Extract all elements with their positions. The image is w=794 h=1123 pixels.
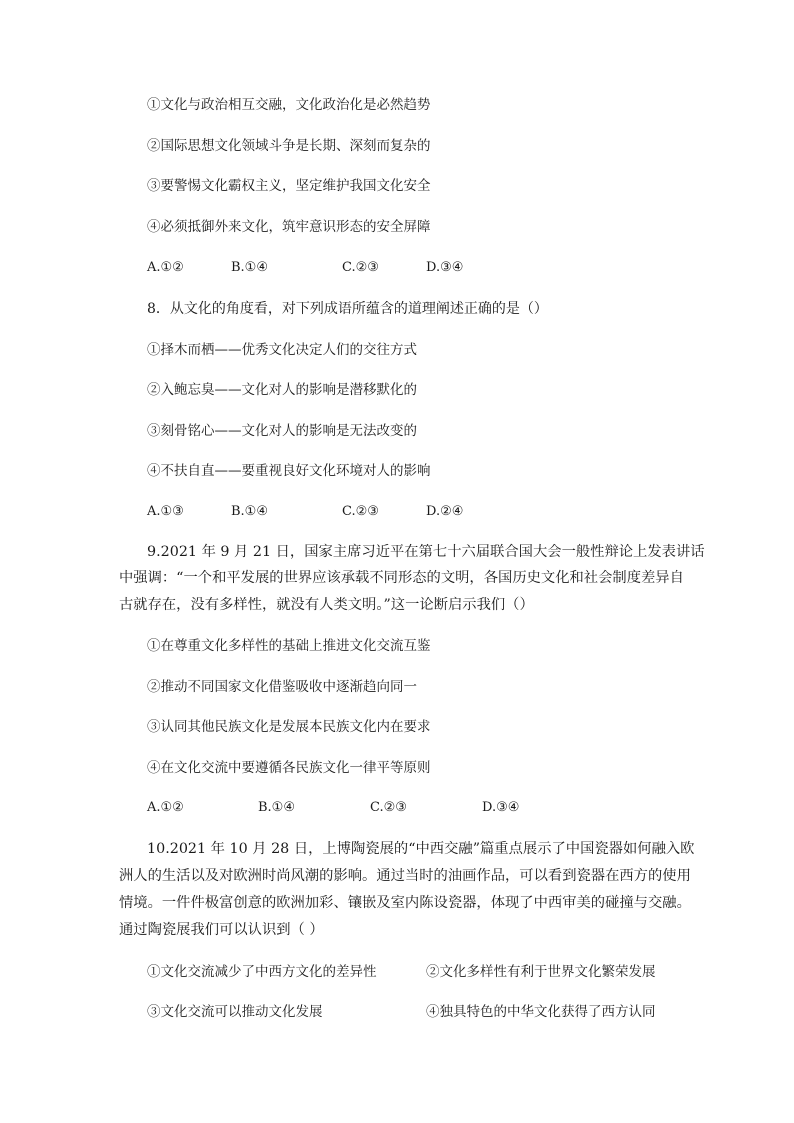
q8-item-3: ③刻骨铭心——文化对人的影响是无法改变的	[147, 423, 417, 439]
q9-choice-a: A.①②	[147, 800, 184, 815]
q9-item-3: ③认同其他民族文化是发展本民族文化内在要求	[147, 719, 431, 735]
q10-stem-line-4: 通过陶瓷展我们可以认识到（ ）	[119, 922, 324, 938]
q9-item-4: ④在文化交流中要遵循各民族文化一律平等原则	[147, 760, 431, 776]
q9-choice-d: D.③④	[482, 800, 520, 815]
q9-stem-line-3: 古就存在，没有多样性，就没有人类文明。”这一论断启示我们（）	[119, 597, 534, 613]
q9-choice-b: B.①④	[258, 800, 295, 815]
q7-choice-c: C.②③	[342, 260, 379, 275]
q9-item-1: ①在尊重文化多样性的基础上推进文化交流互鉴	[147, 638, 431, 654]
q9-choice-c: C.②③	[370, 800, 407, 815]
q10-item-1: ①文化交流减少了中西方文化的差异性	[147, 964, 377, 980]
q7-choice-a: A.①②	[147, 260, 184, 275]
q7-item-4: ④必须抵御外来文化，筑牢意识形态的安全屏障	[147, 219, 431, 235]
q10-stem-line-1: 10.2021 年 10 月 28 日，上博陶瓷展的“中西交融”篇重点展示了中国瓷器如何融入欧	[147, 841, 695, 857]
q7-item-2: ②国际思想文化领域斗争是长期、深刻而复杂的	[147, 138, 431, 154]
q7-choice-d: D.③④	[426, 260, 464, 275]
q9-item-2: ②推动不同国家文化借鉴吸收中逐渐趋向同一	[147, 679, 417, 695]
q7-item-3: ③要警惕文化霸权主义，坚定维护我国文化安全	[147, 178, 431, 194]
q9-stem-line-1: 9.2021 年 9 月 21 日，国家主席习近平在第七十六届联合国大会一般性辩论上发表讲话	[147, 544, 705, 560]
q10-item-2: ②文化多样性有利于世界文化繁荣发展	[426, 964, 656, 980]
q8-stem: 8．从文化的角度看，对下列成语所蕴含的道理阐述正确的是（）	[147, 301, 548, 317]
q8-choice-a: A.①③	[147, 504, 184, 519]
q10-item-3: ③文化交流可以推动文化发展	[147, 1004, 323, 1020]
q10-stem-line-2: 洲人的生活以及对欧洲时尚风潮的影响。通过当时的油画作品，可以看到瓷器在西方的使用	[119, 868, 691, 884]
q8-choice-b: B.①④	[231, 504, 268, 519]
q7-item-1: ①文化与政治相互交融，文化政治化是必然趋势	[147, 97, 431, 113]
q8-item-4: ④不扶自直——要重视良好文化环境对人的影响	[147, 463, 431, 479]
q8-item-2: ②入鲍忘臭——文化对人的影响是潜移默化的	[147, 382, 417, 398]
q8-choice-c: C.②③	[342, 504, 379, 519]
q9-stem-line-2: 中强调：“一个和平发展的世界应该承载不同形态的文明，各国历史文化和社会制度差异自	[119, 570, 684, 586]
q10-item-4: ④独具特色的中华文化获得了西方认同	[426, 1004, 656, 1020]
q7-choice-b: B.①④	[231, 260, 268, 275]
q10-stem-line-3: 情境。一件件极富创意的欧洲加彩、镶嵌及室内陈设瓷器，体现了中西审美的碰撞与交融。	[119, 895, 691, 911]
q8-choice-d: D.②④	[426, 504, 464, 519]
q8-item-1: ①择木而栖——优秀文化决定人们的交往方式	[147, 342, 417, 358]
